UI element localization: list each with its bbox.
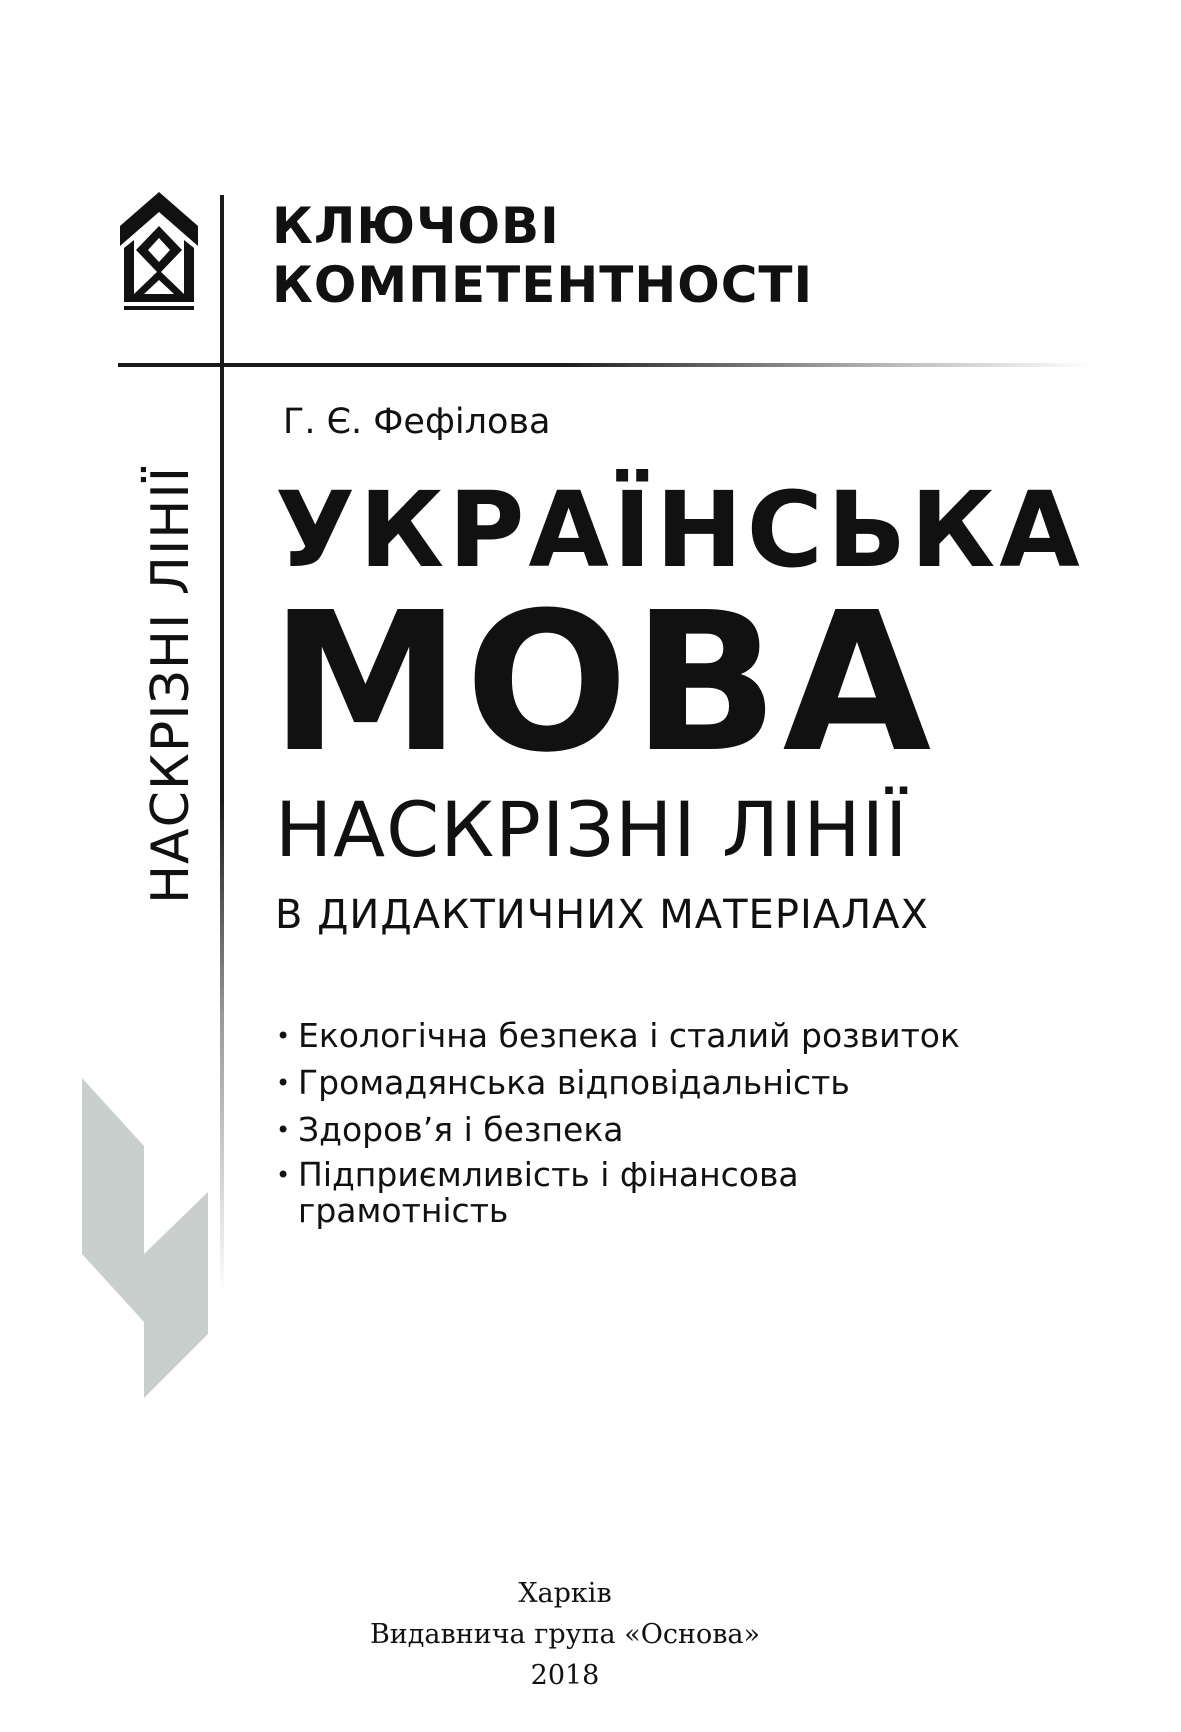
spine-label: НАСКРІЗНІ ЛІНІЇ (141, 465, 201, 905)
book-subtitle-line1: НАСКРІЗНІ ЛІНІЇ (275, 785, 909, 874)
author-name: Г. Є. Фефілова (283, 402, 551, 442)
imprint-publisher: Видавнича група «Основа» (369, 1619, 761, 1650)
imprint-year: 2018 (530, 1660, 600, 1691)
vertical-divider (220, 195, 224, 1295)
list-item: • Здоров’я і безпека (276, 1110, 960, 1150)
book-subtitle-line2: В ДИДАКТИЧНИХ МАТЕРІАЛАХ (275, 892, 929, 938)
horizontal-divider (118, 363, 1093, 367)
chevron-decoration-icon (82, 1078, 208, 1398)
list-item: • Громадянська відповідальність (276, 1063, 960, 1103)
list-item: • Екологічна безпека і сталий розвиток (276, 1016, 960, 1056)
book-title-line1: УКРАЇНСЬКА (275, 469, 1084, 591)
book-title-line2: МОВА (270, 572, 936, 795)
series-title-line2: КОМПЕТЕНТНОСТІ (272, 256, 814, 314)
list-item: • Підприємливість і фінансова грамотність (276, 1157, 960, 1229)
imprint-city: Харків (518, 1578, 612, 1609)
topics-list (276, 1016, 960, 1236)
publisher-logo-icon (118, 190, 200, 314)
series-title-line1: КЛЮЧОВІ (272, 197, 560, 255)
